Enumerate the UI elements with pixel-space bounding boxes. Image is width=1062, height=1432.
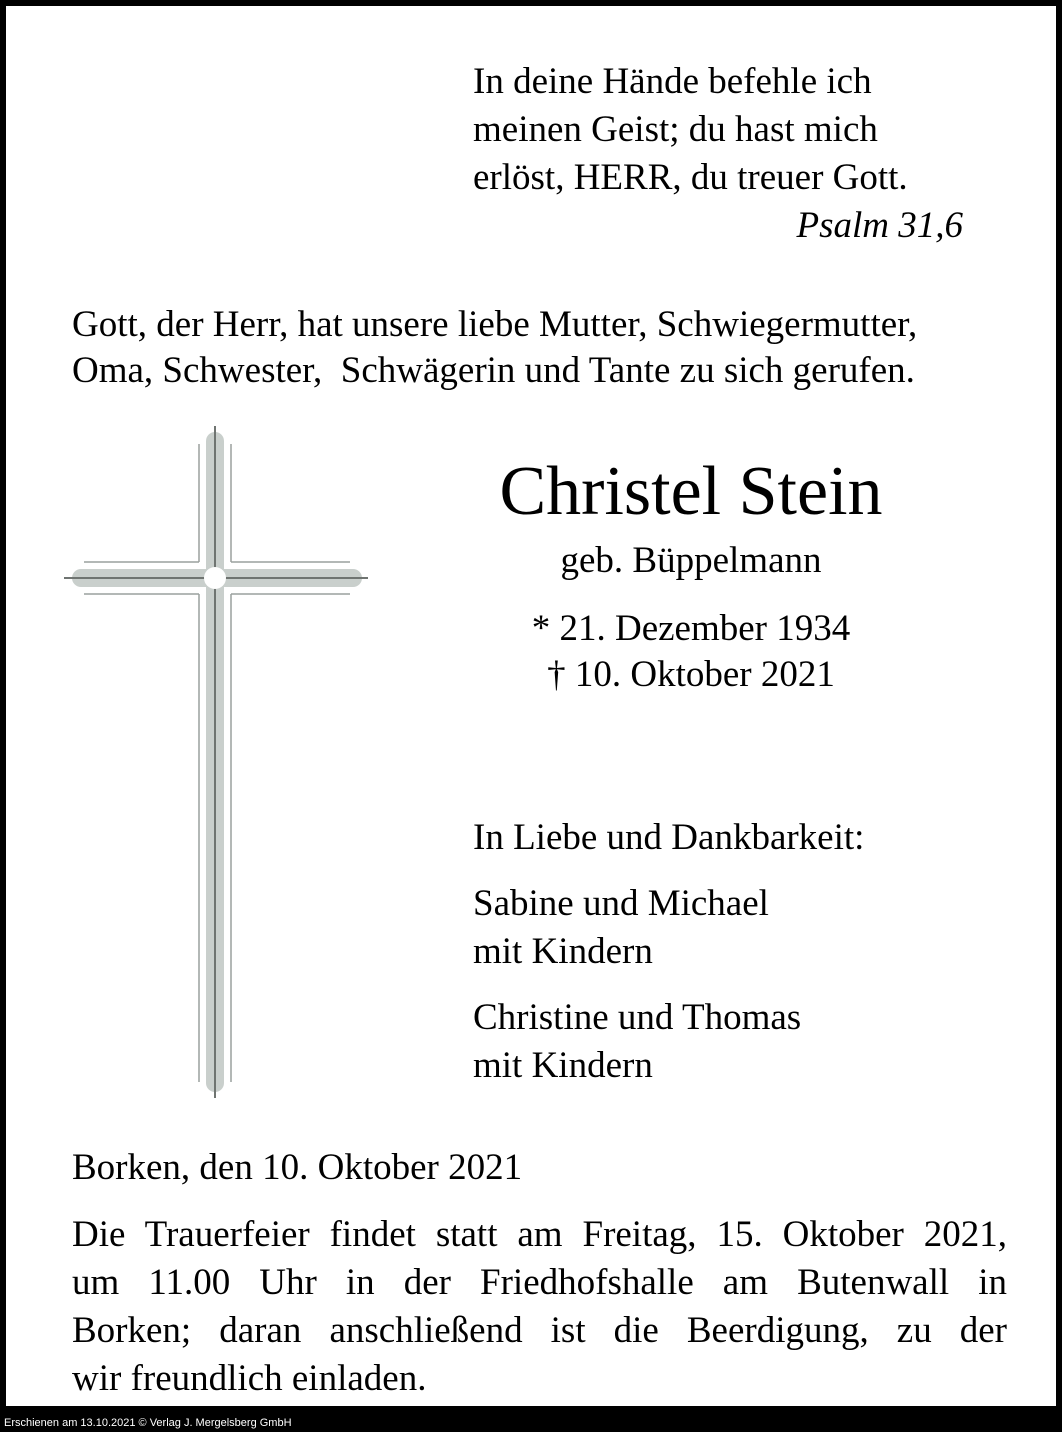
intro-text	[72, 302, 1012, 394]
mourner-names: Christine und Thomas	[473, 997, 802, 1038]
service-line: wir freundlich einladen.	[72, 1358, 427, 1399]
intro-line: Oma, Schwester, Schwägerin und Tante zu sich gerufen.	[72, 350, 915, 391]
mourner-group	[473, 994, 1013, 1090]
bible-verse	[473, 58, 963, 250]
verse-line: meinen Geist; du hast mich	[473, 109, 878, 150]
mourners	[473, 814, 1013, 1108]
funeral-service-info	[72, 1211, 1007, 1403]
mourner-children: mit Kindern	[473, 1045, 653, 1086]
publication-footer: Erschienen am 13.10.2021 © Verlag J. Mergelsberg GmbH	[4, 1417, 292, 1429]
birth-date: * 21. Dezember 1934	[531, 608, 851, 649]
deceased-name: Christel Stein	[499, 453, 883, 530]
mourner-names: Sabine und Michael	[473, 883, 769, 924]
death-date: † 10. Oktober 2021	[547, 654, 835, 695]
place-and-date: Borken, den 10. Oktober 2021	[72, 1147, 523, 1188]
service-line: Die Trauerfeier findet statt am Freitag, 15. Oktober 2021,	[72, 1214, 1007, 1255]
cross-icon	[62, 422, 372, 1107]
mourners-heading: In Liebe und Dankbarkeit:	[473, 817, 865, 858]
intro-line: Gott, der Herr, hat unsere liebe Mutter, Schwiegermutter,	[72, 304, 918, 345]
birth-name: geb. Büppelmann	[560, 540, 822, 581]
verse-line: erlöst, HERR, du treuer Gott.	[473, 157, 908, 198]
verse-line: In deine Hände befehle ich	[473, 61, 872, 102]
service-line: um 11.00 Uhr in der Friedhofshalle am Butenwall in	[72, 1262, 1007, 1303]
mourner-group	[473, 880, 1013, 976]
mourner-children: mit Kindern	[473, 931, 653, 972]
service-line: Borken; daran anschließend ist die Beerdigung, zu der	[72, 1310, 1007, 1351]
life-dates	[386, 606, 996, 698]
verse-reference: Psalm 31,6	[796, 205, 963, 246]
